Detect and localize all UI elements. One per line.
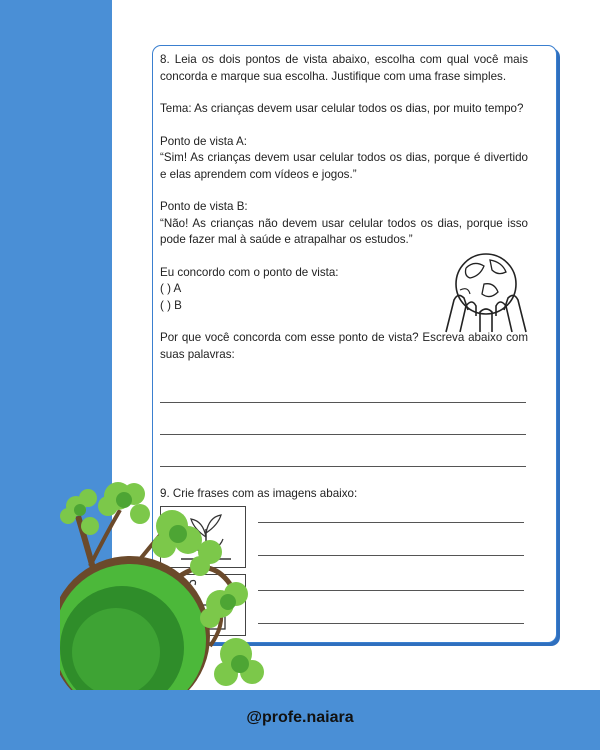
answer-line[interactable] bbox=[160, 466, 526, 467]
hands-globe-icon bbox=[440, 250, 532, 334]
sentence-line[interactable] bbox=[258, 522, 524, 523]
sentence-line[interactable] bbox=[258, 623, 524, 624]
option-b-checkbox[interactable]: ( ) B bbox=[160, 298, 182, 312]
question-8-theme: Tema: As crianças devem usar celular todos os dias, por muito tempo? bbox=[160, 102, 524, 115]
option-a-checkbox[interactable]: ( ) A bbox=[160, 282, 182, 295]
sentence-line[interactable] bbox=[258, 555, 524, 556]
answer-line[interactable] bbox=[160, 434, 526, 435]
sentence-line[interactable] bbox=[258, 590, 524, 591]
viewpoint-a-label: Ponto de vista A: bbox=[160, 134, 248, 148]
viewpoint-b-text: “Não! As crianças não devem usar celular todos os dias, porque isso pode fazer mal à saúde e atrapalhar os estudos.” bbox=[160, 216, 528, 246]
why-prompt: Por que você concorda com esse ponto de vista? Escreva abaixo com suas palavras: bbox=[160, 331, 528, 361]
question-8-prompt: 8. Leia os dois pontos de vista abaixo, escolha com qual você mais concorda e marque sua escolha. Justifique com uma frase simples. bbox=[160, 53, 528, 83]
green-planet-trees-illustration bbox=[60, 476, 270, 690]
author-handle[interactable]: @profe.naiara bbox=[246, 709, 354, 726]
viewpoint-b-label: Ponto de vista B: bbox=[160, 200, 248, 213]
agree-label: Eu concordo com o ponto de vista: bbox=[160, 265, 339, 279]
question-9-prompt: 9. Crie frases com as imagens abaixo: bbox=[160, 487, 358, 500]
answer-line[interactable] bbox=[160, 402, 526, 403]
viewpoint-a-text: “Sim! As crianças devem usar celular todos os dias, porque é divertido e elas aprendem com vídeos e jogos.” bbox=[160, 151, 528, 181]
